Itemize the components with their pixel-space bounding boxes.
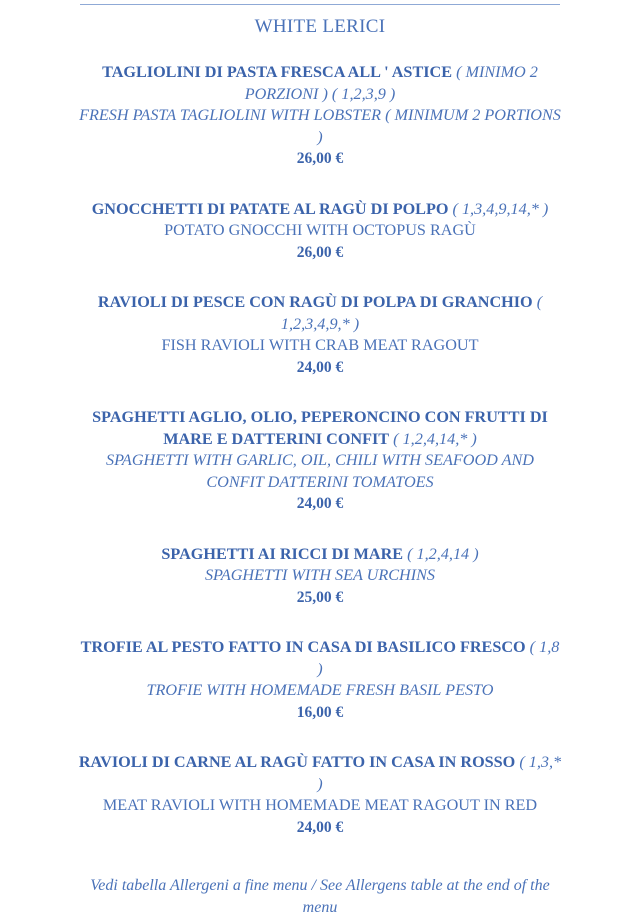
dish-allergens: ( 1,8 ) — [317, 638, 560, 678]
menu-item — [78, 544, 562, 609]
dish-name: RAVIOLI DI PESCE CON RAGÙ DI POLPA DI GRANCHIO — [97, 293, 533, 311]
dish-price: 24,00 € — [296, 358, 344, 376]
menu-item — [78, 752, 562, 838]
dish-allergens: ( 1,3,* ) — [317, 753, 562, 793]
dish-price: 26,00 € — [296, 150, 344, 167]
dish-name: SPAGHETTI AI RICCI DI MARE — [161, 544, 404, 563]
dish-allergens: ( 1,2,4,14,* ) — [393, 429, 477, 448]
dish-english-name: FRESH PASTA TAGLIOLINI WITH LOBSTER ( MINIMUM 2 PORTIONS ) — [79, 106, 561, 146]
dish-name: SPAGHETTI AGLIO, OLIO, PEPERONCINO CON FRUTTI DI MARE E DATTERINI CONFIT — [92, 408, 548, 448]
dish-english-name: POTATO GNOCCHI WITH OCTOPUS RAGÙ — [164, 221, 476, 239]
dish-name: TROFIE AL PESTO FATTO IN CASA DI BASILICO FRESCO — [80, 638, 526, 656]
dish-english-name: SPAGHETTI WITH GARLIC, OIL, CHILI WITH SEAFOOD AND CONFIT DATTERINI TOMATOES — [106, 451, 534, 491]
dish-allergens: ( 1,2,3,4,9,* ) — [280, 293, 543, 333]
dish-name: RAVIOLI DI CARNE AL RAGÙ FATTO IN CASA IN ROSSO — [78, 753, 516, 771]
dish-price: 24,00 € — [296, 818, 344, 836]
dish-allergens: ( MINIMO 2 PORZIONI ) ( 1,2,3,9 ) — [244, 63, 538, 103]
menu-item — [78, 407, 562, 515]
dish-name: TAGLIOLINI DI PASTA FRESCA ALL ' ASTICE — [102, 63, 453, 81]
dish-price: 24,00 € — [296, 495, 344, 512]
menu-item — [78, 199, 562, 264]
dish-price: 16,00 € — [296, 703, 344, 721]
dish-english-name: MEAT RAVIOLI WITH HOMEMADE MEAT RAGOUT IN RED — [102, 796, 538, 814]
dish-name: GNOCCHETTI DI PATATE AL RAGÙ DI POLPO — [91, 199, 449, 218]
dish-allergens: ( 1,2,4,14 ) — [407, 544, 479, 563]
dish-price: 25,00 € — [296, 588, 344, 606]
menu-item — [78, 62, 562, 170]
section-title: WHITE LERICI — [254, 16, 386, 37]
allergens-footer-note: Vedi tabella Allergeni a fine menu / See Allergens table at the end of the menu — [90, 877, 550, 916]
dish-english-name: FISH RAVIOLI WITH CRAB MEAT RAGOUT — [161, 336, 479, 354]
dish-price: 26,00 € — [296, 243, 344, 261]
menu-list — [78, 62, 562, 867]
dish-english-name: SPAGHETTI WITH SEA URCHINS — [204, 566, 436, 584]
dish-english-name: TROFIE WITH HOMEMADE FRESH BASIL PESTO — [146, 681, 494, 699]
top-divider — [80, 4, 560, 5]
menu-item — [78, 292, 562, 378]
dish-allergens: ( 1,3,4,9,14,* ) — [452, 199, 549, 218]
menu-item — [78, 637, 562, 723]
